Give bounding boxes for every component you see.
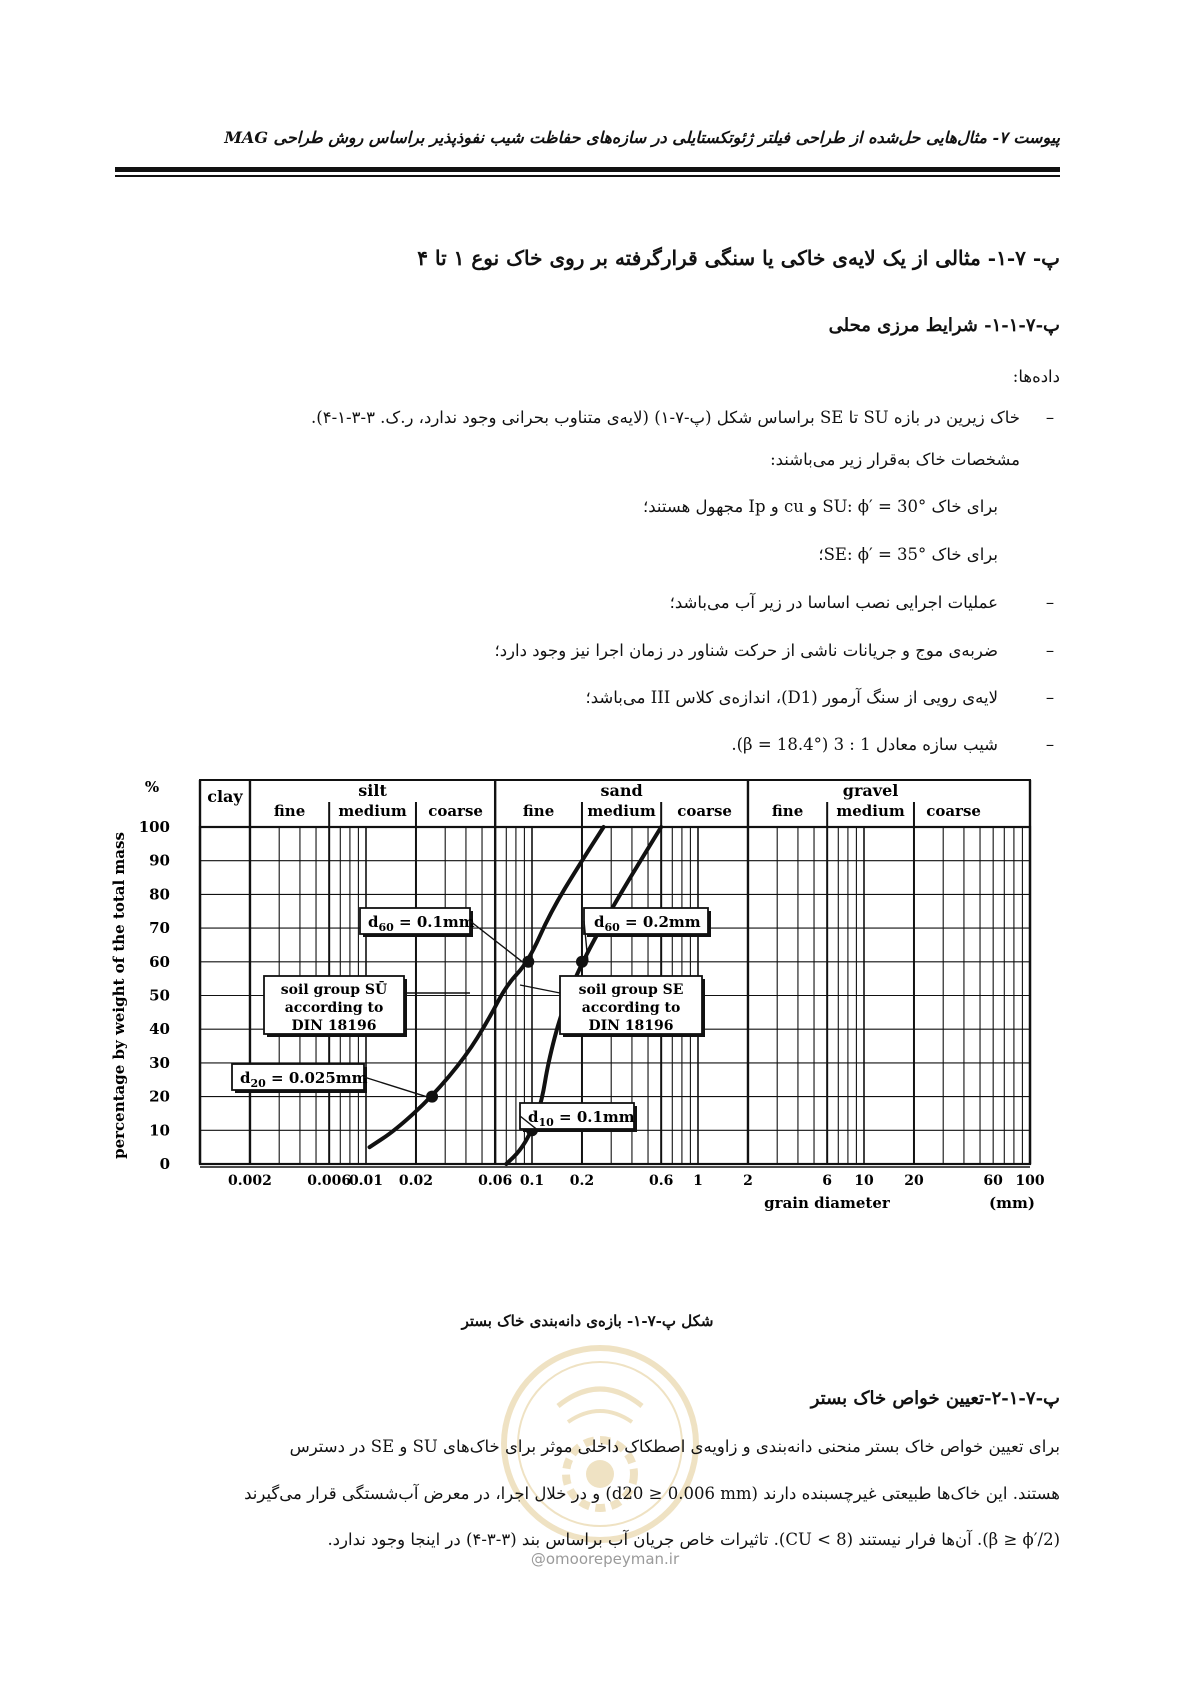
bullet-item (115, 408, 1060, 436)
data-label: داده‌ها: (1012, 367, 1060, 386)
x-tick-label: 60 (983, 1173, 1003, 1189)
zone-label: sand (600, 781, 643, 800)
d60-se-label: $d_{60} = 0.2mm$ (594, 913, 701, 934)
d60-su-label: $d_{60} = 0.1mm$ (368, 913, 475, 934)
x-tick-label: 6 (822, 1173, 833, 1189)
running-header: پیوست ۷- مثال‌هایی حل‌شده از طراحی فیلتر ژئوتکستایلی در سازه‌های حفاظت شیب نفوذپذیر براساس روش طراحی MAG (224, 128, 1060, 147)
paragraph-line: هستند. این خاک‌ها طبیعتی غیرچسبنده دارند (d20 ≥ 0.006 mm) و در خلال اجرا، در معرض آب‌شستگی قرار می‌گیرند (244, 1484, 1060, 1503)
x-axis-label: grain diameter (764, 1194, 890, 1212)
x-tick-label: 0.002 (228, 1173, 272, 1189)
y-tick-label: 0 (159, 1155, 170, 1173)
section-title: پ- ۷-۱- مثالی از یک لایه‌ی خاکی یا سنگی قرارگرفته بر روی خاک نوع ۱ تا ۴ (417, 246, 1060, 270)
paragraph-line: (β ≥ ϕ′/2). آن‌ها فرار نیستند (CU < 8). تاثیرات خاص جریان آب براساس بند (۳-۳-۴) در اینجا وجود ندارد. (327, 1530, 1060, 1549)
d10-label: $d_{10} = 0.1mm$ (528, 1108, 635, 1129)
x-tick-label: 0.6 (648, 1173, 674, 1189)
bullet-text: خاک زیرین در بازه SU تا SE براساس شکل (پ-۷-۱) (لایه‌ی متناوب بحرانی وجود ندارد، ر.ک. ۳-۳-۱-۴). (311, 408, 1020, 427)
gradation-point-marker (576, 956, 588, 968)
se-group-label: DIN 18196 (588, 1018, 674, 1034)
y-tick-label: 70 (149, 919, 170, 938)
zone-sub-label: coarse (428, 802, 483, 820)
y-axis-label: percentage by weight of the total mass (110, 832, 128, 1159)
gradation-point-marker (522, 956, 534, 968)
y-tick-label: 60 (149, 952, 170, 971)
y-tick-label: 50 (149, 986, 170, 1005)
bullet-continuation (115, 450, 1060, 478)
su-group-label: soil group SŪ (280, 982, 388, 998)
zone-sub-label: medium (338, 802, 407, 820)
y-tick-label: 100 (138, 818, 170, 836)
zone-sub-label: coarse (677, 802, 732, 820)
x-tick-label: 10 (854, 1173, 874, 1189)
y-tick-label: 90 (149, 851, 170, 870)
zone-sub-label: medium (587, 802, 656, 820)
x-unit-label: (mm) (989, 1194, 1035, 1212)
x-tick-label: 0.01 (348, 1173, 384, 1189)
bullet-dash: – (1045, 593, 1055, 612)
bullet-item (115, 641, 1060, 669)
x-tick-label: 0.1 (519, 1173, 545, 1189)
zone-label: silt (358, 781, 387, 800)
bullet-text: مشخصات خاک به‌قرار زیر می‌باشند: (770, 450, 1020, 469)
se-group-label: soil group SE (578, 982, 684, 998)
sub-bullet-item (115, 497, 1060, 525)
bullet-item (115, 735, 1060, 763)
x-tick-label: 0.02 (398, 1173, 434, 1189)
bullet-text: عملیات اجرایی نصب اساسا در زیر آب می‌باشد؛ (669, 593, 998, 612)
bullet-text: ضربه‌ی موج و جریانات ناشی از حرکت شناور در زمان اجرا نیز وجود دارد؛ (494, 641, 998, 660)
subsection-title-1: پ-۷-۱-۱- شرایط مرزی محلی (828, 315, 1060, 336)
bullet-text: برای خاک SE: ϕ′ = 35°؛ (818, 545, 998, 564)
y-unit-label: % (144, 778, 160, 796)
zone-sub-label: fine (771, 802, 804, 820)
y-tick-label: 20 (149, 1087, 170, 1106)
gradation-point-marker (426, 1091, 438, 1103)
bullet-text: برای خاک SU: ϕ′ = 30° و cu و Ip مجهول هستند؛ (643, 497, 998, 516)
x-tick-label: 2 (743, 1173, 753, 1189)
paragraph-line: برای تعیین خواص خاک بستر منحنی دانه‌بندی و زاویه‌ی اصطکاک داخلی موثر برای خاک‌های SU و SE در دسترس (289, 1437, 1060, 1456)
bullet-item (115, 593, 1060, 621)
zone-sub-label: medium (836, 802, 905, 820)
sub-bullet-item (115, 545, 1060, 573)
y-tick-label: 10 (149, 1121, 170, 1140)
bullet-dash: – (1045, 735, 1055, 754)
zone-sub-label: coarse (926, 802, 981, 820)
grain-size-chart-svg (112, 780, 1060, 1295)
x-tick-label: 1 (693, 1173, 703, 1189)
header-rule (115, 167, 1060, 172)
y-tick-label: 80 (149, 885, 170, 904)
su-group-label: DIN 18196 (291, 1018, 377, 1034)
zone-label: gravel (842, 781, 899, 800)
x-tick-label: 0.006 (307, 1173, 352, 1189)
y-tick-label: 40 (149, 1020, 170, 1039)
x-tick-label: 100 (1015, 1173, 1045, 1189)
grain-size-chart (112, 780, 1060, 1295)
bullet-item (115, 688, 1060, 716)
se-group-label: according to (581, 1000, 681, 1016)
d20-label: $d_{20} = 0.025mm$ (240, 1069, 368, 1090)
zone-sub-label: fine (522, 802, 555, 820)
bullet-text: شیب سازه معادل 1 : 3 (β = 18.4°). (731, 735, 998, 754)
zone-label: clay (207, 787, 243, 806)
bullet-dash: – (1045, 408, 1055, 427)
watermark-url: @omoorepeyman.ir (530, 1550, 680, 1568)
bullet-text: لایه‌ی رویی از سنگ آرمور (D1)، اندازه‌ی کلاس III می‌باشد؛ (585, 688, 998, 707)
x-tick-label: 20 (904, 1173, 924, 1189)
zone-sub-label: fine (273, 802, 306, 820)
figure-caption: شکل پ-۷-۱- بازه‌ی دانه‌بندی خاک بستر (461, 1312, 714, 1330)
subsection-title-2: پ-۷-۱-۲-تعیین خواص خاک بستر (810, 1388, 1060, 1409)
bullet-dash: – (1045, 688, 1055, 707)
bullet-dash: – (1045, 641, 1055, 660)
x-tick-label: 0.06 (478, 1173, 513, 1189)
su-group-label: according to (284, 1000, 384, 1016)
header-rule-thin (115, 175, 1060, 177)
leader-line (520, 985, 560, 993)
x-tick-label: 0.2 (569, 1173, 595, 1189)
y-tick-label: 30 (149, 1053, 170, 1072)
